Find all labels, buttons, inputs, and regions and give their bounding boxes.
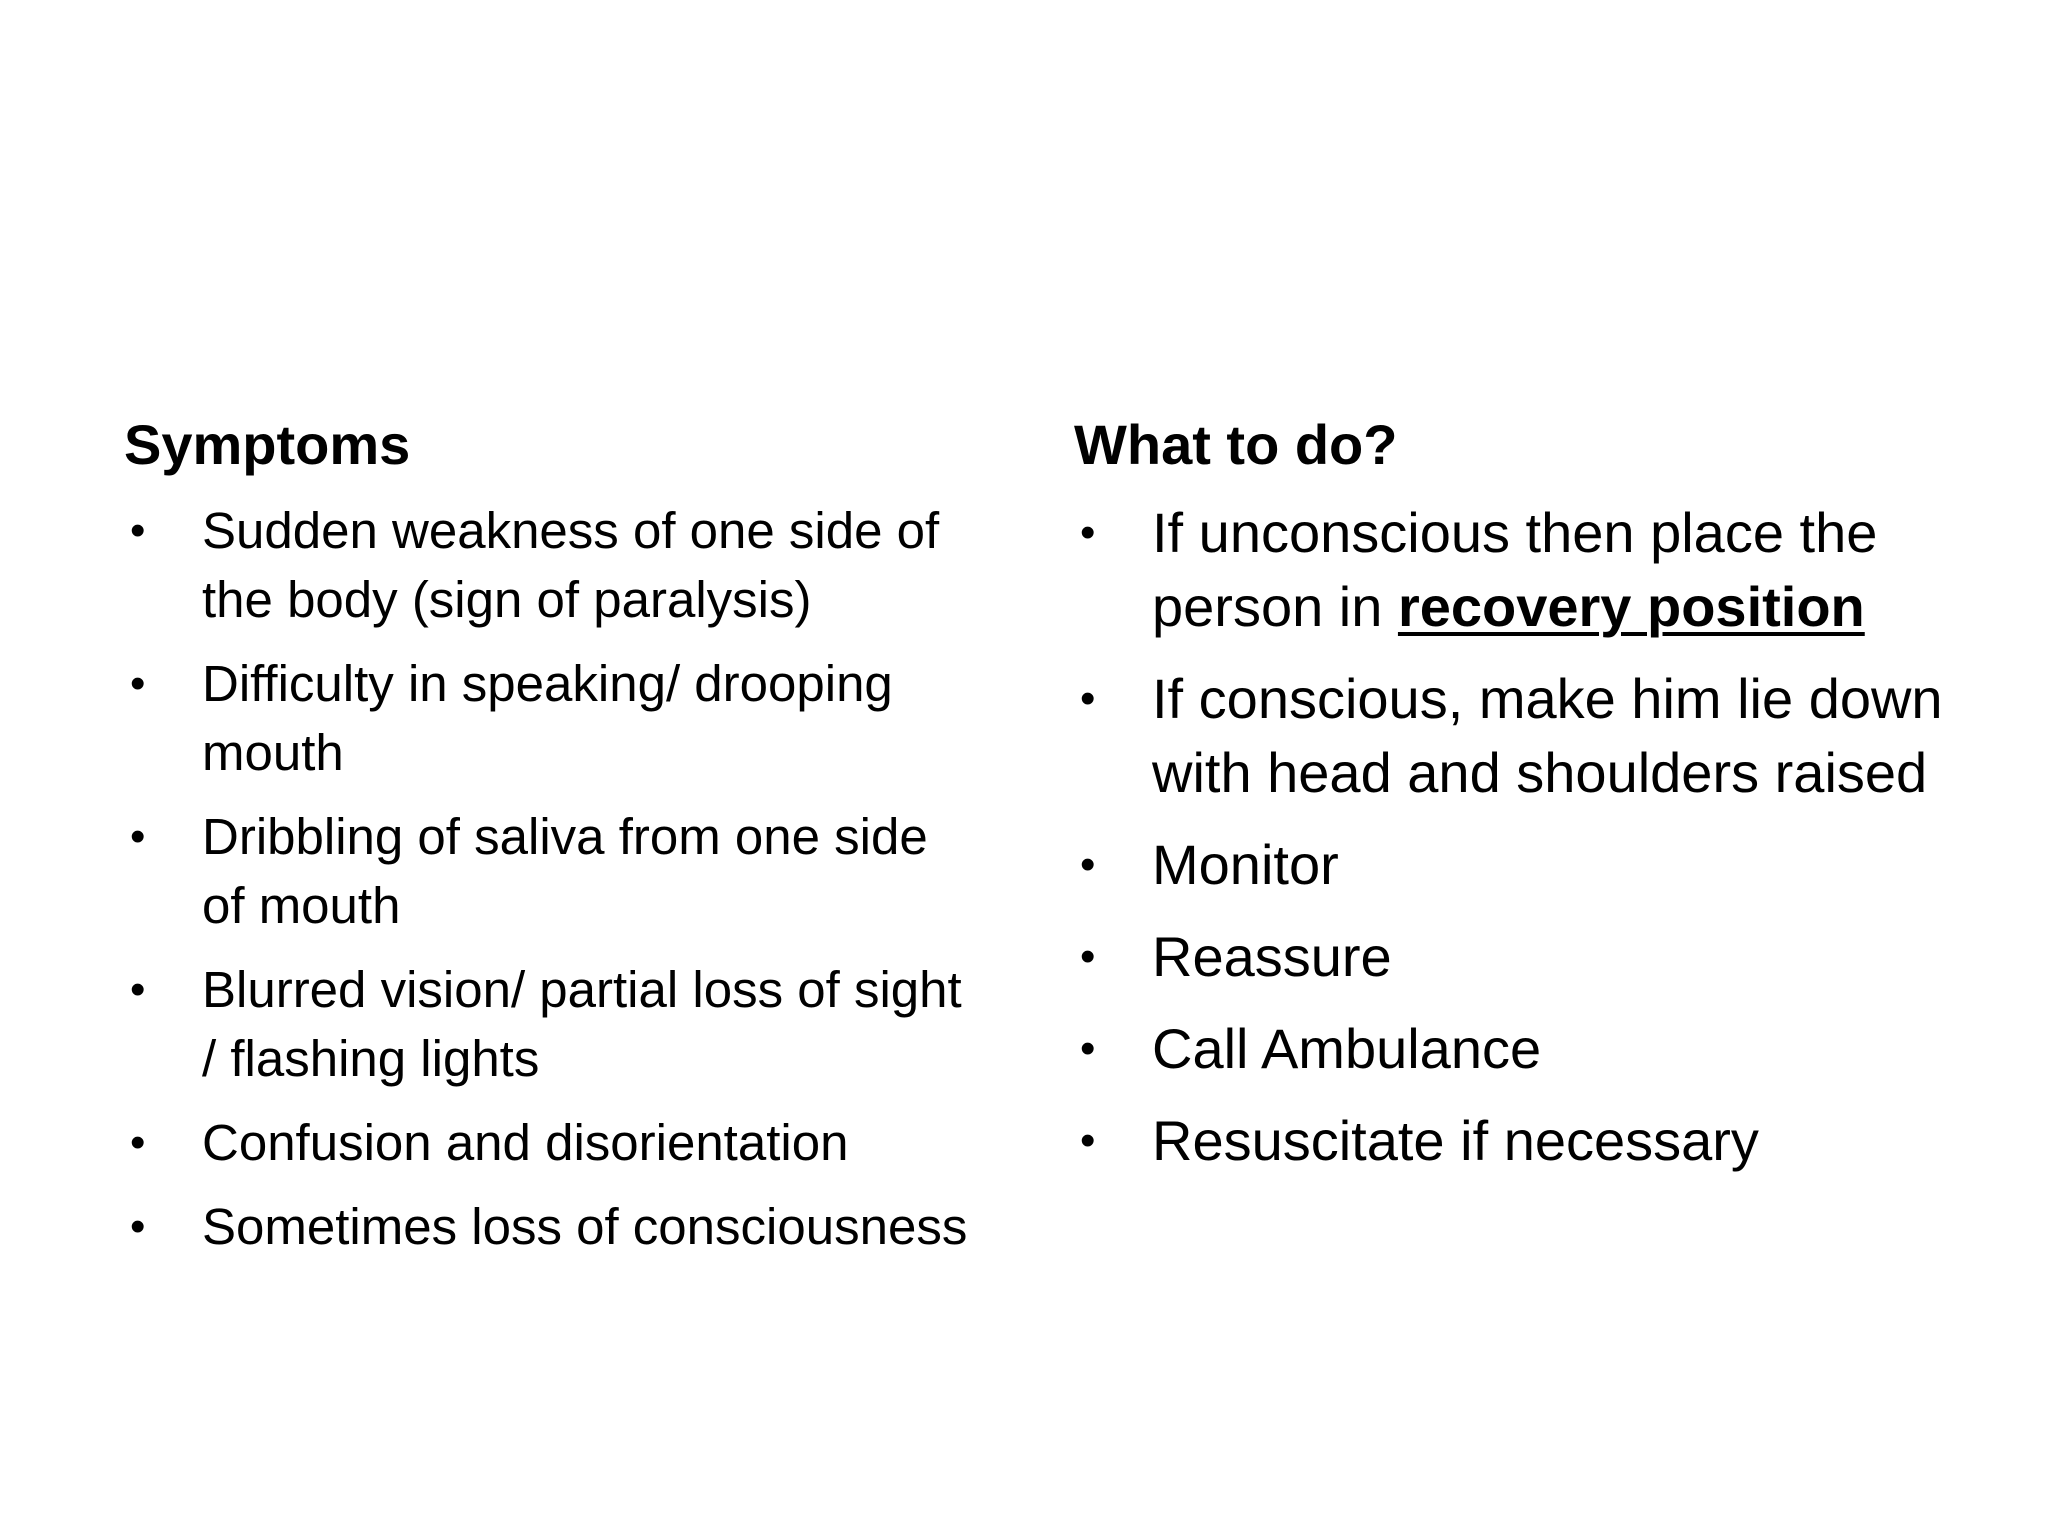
bullet-icon: • [130,659,146,708]
list-item [1074,1012,1974,1086]
list-item [124,955,984,1093]
bullet-icon: • [1080,1116,1096,1165]
bullet-icon: • [1080,1024,1096,1073]
list-item-text: Confusion and disorientation [202,1114,849,1171]
bullet-icon: • [1080,840,1096,889]
list-item-text: Monitor [1152,833,1339,896]
list-item-text: Difficulty in speaking/ drooping mouth [202,655,893,781]
bullet-icon: • [130,1118,146,1167]
symptoms-column [124,408,984,1276]
list-item-text: If conscious, make him lie down with head and shoulders raised [1152,667,1943,804]
list-item [124,802,984,940]
actions-list [1074,496,1974,1178]
list-item-text: Resuscitate if necessary [1152,1109,1759,1172]
list-item-text: Sudden weakness of one side of the body (sign of paralysis) [202,502,940,628]
recovery-position-emphasis: recovery position [1397,575,1865,638]
bullet-icon: • [1080,932,1096,981]
list-item-text: Sometimes loss of consciousness [202,1198,968,1255]
list-item-text: Dribbling of saliva from one side of mouth [202,808,928,934]
list-item [1074,920,1974,994]
symptoms-heading: Symptoms [124,413,411,476]
list-item-text: Blurred vision/ partial loss of sight / flashing lights [202,961,962,1087]
bullet-icon: • [1080,508,1096,557]
bullet-icon: • [1080,674,1096,723]
list-item [124,649,984,787]
list-item [124,1192,984,1261]
list-item-text: If unconscious then place the person in [1152,501,1878,638]
list-item [1074,828,1974,902]
list-item-text: Reassure [1152,925,1392,988]
list-item [1074,662,1974,810]
actions-column [1074,408,1974,1196]
list-item [1074,496,1974,644]
bullet-icon: • [130,1202,146,1251]
actions-heading: What to do? [1074,413,1398,476]
list-item [124,1108,984,1177]
bullet-icon: • [130,506,146,555]
list-item [124,496,984,634]
bullet-icon: • [130,812,146,861]
list-item [1074,1104,1974,1178]
symptoms-list [124,496,984,1261]
list-item-text: Call Ambulance [1152,1017,1542,1080]
bullet-icon: • [130,965,146,1014]
